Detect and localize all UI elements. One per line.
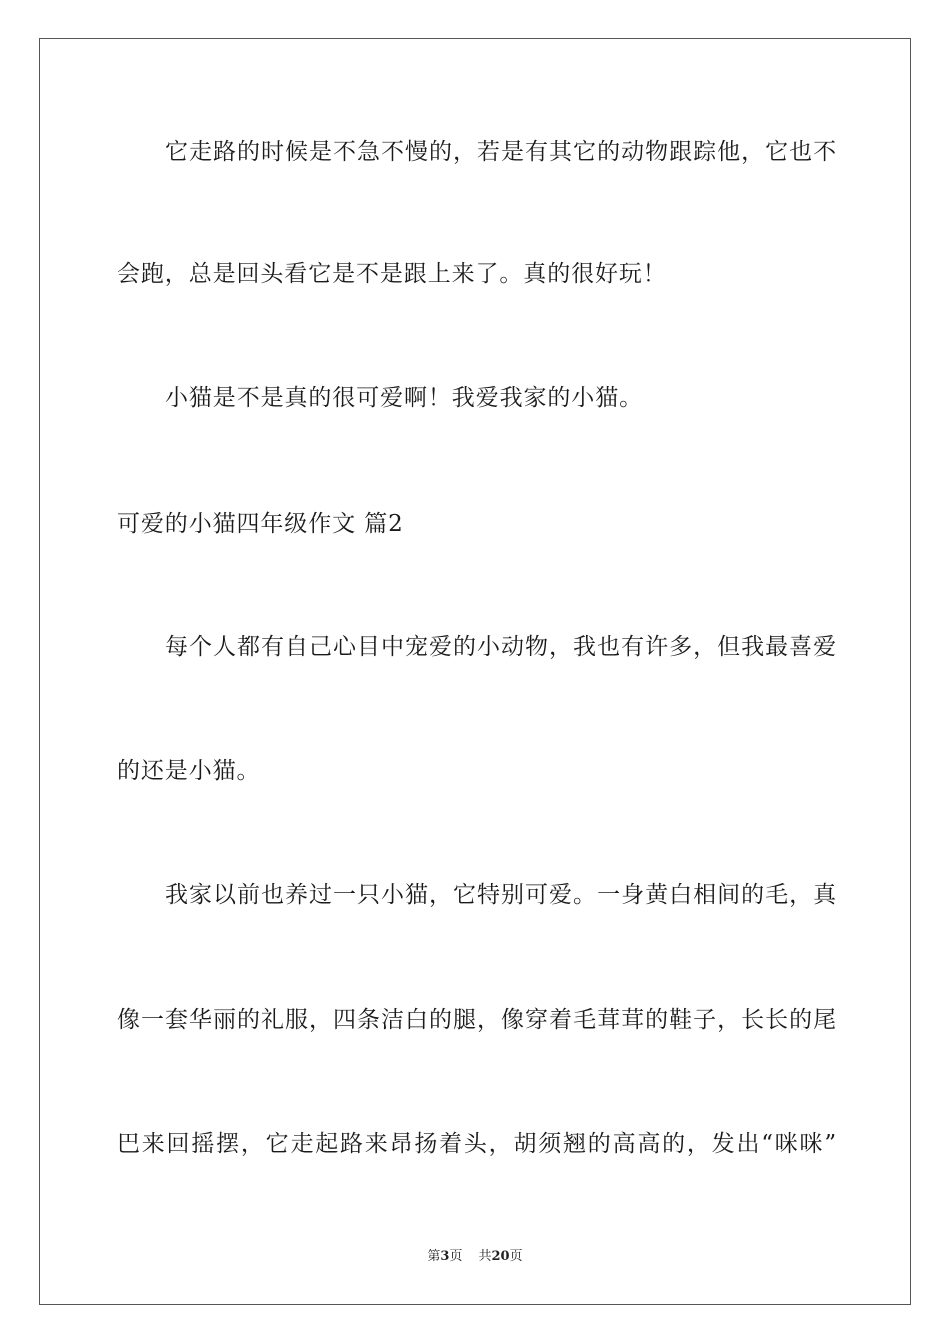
paragraph-line: 我家以前也养过一只小猫，它特别可爱。一身黄白相间的毛，真: [165, 882, 837, 908]
paragraph-line: 它走路的时候是不急不慢的，若是有其它的动物跟踪他，它也不: [165, 139, 837, 165]
section-heading: 可爱的小猫四年级作文 篇2: [117, 511, 404, 537]
total-page-count: 20: [491, 1249, 510, 1264]
page-border: [39, 38, 911, 1305]
page-prefix: 第: [427, 1249, 441, 1264]
paragraph-line: 像一套华丽的礼服，四条洁白的腿，像穿着毛茸茸的鞋子，长长的尾: [117, 1007, 837, 1033]
paragraph-line: 的还是小猫。: [117, 758, 261, 784]
page-footer: [0, 1248, 950, 1266]
current-page-number: 3: [440, 1249, 450, 1264]
paragraph-line: 会跑，总是回头看它是不是跟上来了。真的很好玩！: [117, 261, 667, 287]
total-prefix: 共: [478, 1249, 492, 1264]
paragraph-line: 小猫是不是真的很可爱啊！我爱我家的小猫。: [165, 385, 643, 411]
page-suffix: 页: [449, 1249, 463, 1264]
total-suffix: 页: [509, 1249, 523, 1264]
paragraph-line: 每个人都有自己心目中宠爱的小动物，我也有许多，但我最喜爱: [165, 634, 837, 660]
paragraph-line: 巴来回摇摆，它走起路来昂扬着头，胡须翘的高高的，发出“咪咪”: [117, 1131, 837, 1157]
